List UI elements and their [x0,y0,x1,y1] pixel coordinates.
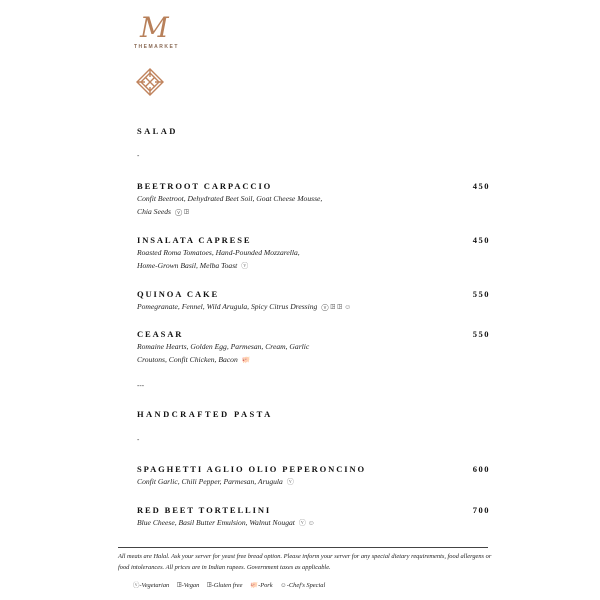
item-price: 450 [472,181,490,191]
item-name: INSALATA CAPRESE [137,235,252,245]
item-description [137,247,397,272]
item-name: CEASAR [137,329,184,339]
item-desc-line: Croutons, Confit Chicken, Bacon [137,354,238,364]
vegan-icon: ꖸ [176,582,182,589]
item-desc-line: Home-Grown Basil, Melba Toast [137,260,238,270]
section-title-pasta: HANDCRAFTED PASTA [137,409,273,419]
pork-icon: 🐖 [250,582,259,589]
item-desc-line: Confit Beetroot, Dehydrated Beet Soil, Goat Cheese Mousse, [137,194,323,203]
item-description [137,301,437,314]
item-price: 600 [472,464,490,474]
section-divider: --- [137,382,145,390]
item-name: QUINOA CAKE [137,289,220,299]
footer-divider [118,547,488,548]
item-name: RED BEET TORTELLINI [137,505,272,515]
footer-note: All meats are Halal. Ask your server for yeast free bread option. Please inform your server for any special dietary requirements, food allergens or food intolerances. All prices are in Indian rupees. Government taxes as applicable. [118,553,492,571]
section-dash: - [137,436,140,444]
item-desc-line: Blue Cheese, Basil Butter Emulsion, Walnut Nougat [137,518,295,527]
vegetarian-icon: ⓥ [133,582,140,589]
item-price: 550 [472,289,490,299]
item-desc-line: Chia Seeds [137,206,171,216]
item-price: 550 [472,329,490,339]
section-dash: - [137,152,140,160]
dietary-tags-icon: ⓥ ꖸ ꖸ ☺ [321,303,352,311]
dietary-tags-icon: ⓥ [241,261,249,270]
legend-label: -Pork [258,582,273,589]
dietary-tags-icon: ⓥ [286,478,294,486]
section-title-salad: SALAD [137,126,178,136]
item-description [137,341,397,366]
item-name: BEETROOT CARPACCIO [137,181,273,191]
item-description [137,476,397,489]
item-desc-line: Confit Garlic, Chili Pepper, Parmesan, Arugula [137,477,283,486]
item-price: 450 [472,235,490,245]
chef-special-icon: ☺ [280,582,287,589]
dietary-legend [133,580,331,590]
item-price: 700 [472,505,490,515]
dietary-tags-icon: ⓥ ☺ [298,519,315,527]
item-name: SPAGHETTI AGLIO OLIO PEPERONCINO [137,464,367,474]
dietary-tags-icon: ⓥ ꖸ [174,207,190,216]
legend-label: -Vegetarian [139,582,170,589]
item-desc-line: Romaine Hearts, Golden Egg, Parmesan, Cream, Garlic [137,342,310,351]
brand-logo-letter: M [140,11,169,44]
item-desc-line: Pomegranate, Fennel, Wild Arugula, Spicy Citrus Dressing [137,302,318,311]
item-description [137,517,397,530]
item-description [137,193,397,218]
legend-label: -Gluten free [211,582,243,589]
legend-label: -Chef's Special [286,582,326,589]
gluten-free-icon: ꖸ [206,582,212,589]
item-desc-line: Roasted Roma Tomatoes, Hand-Pounded Mozzarella, [137,248,300,257]
brand-wordmark: THEMARKET [134,44,179,50]
legend-label: -Vegan [181,582,200,589]
pork-icon: 🐖 [241,355,251,364]
brand-emblem-icon [136,68,164,96]
